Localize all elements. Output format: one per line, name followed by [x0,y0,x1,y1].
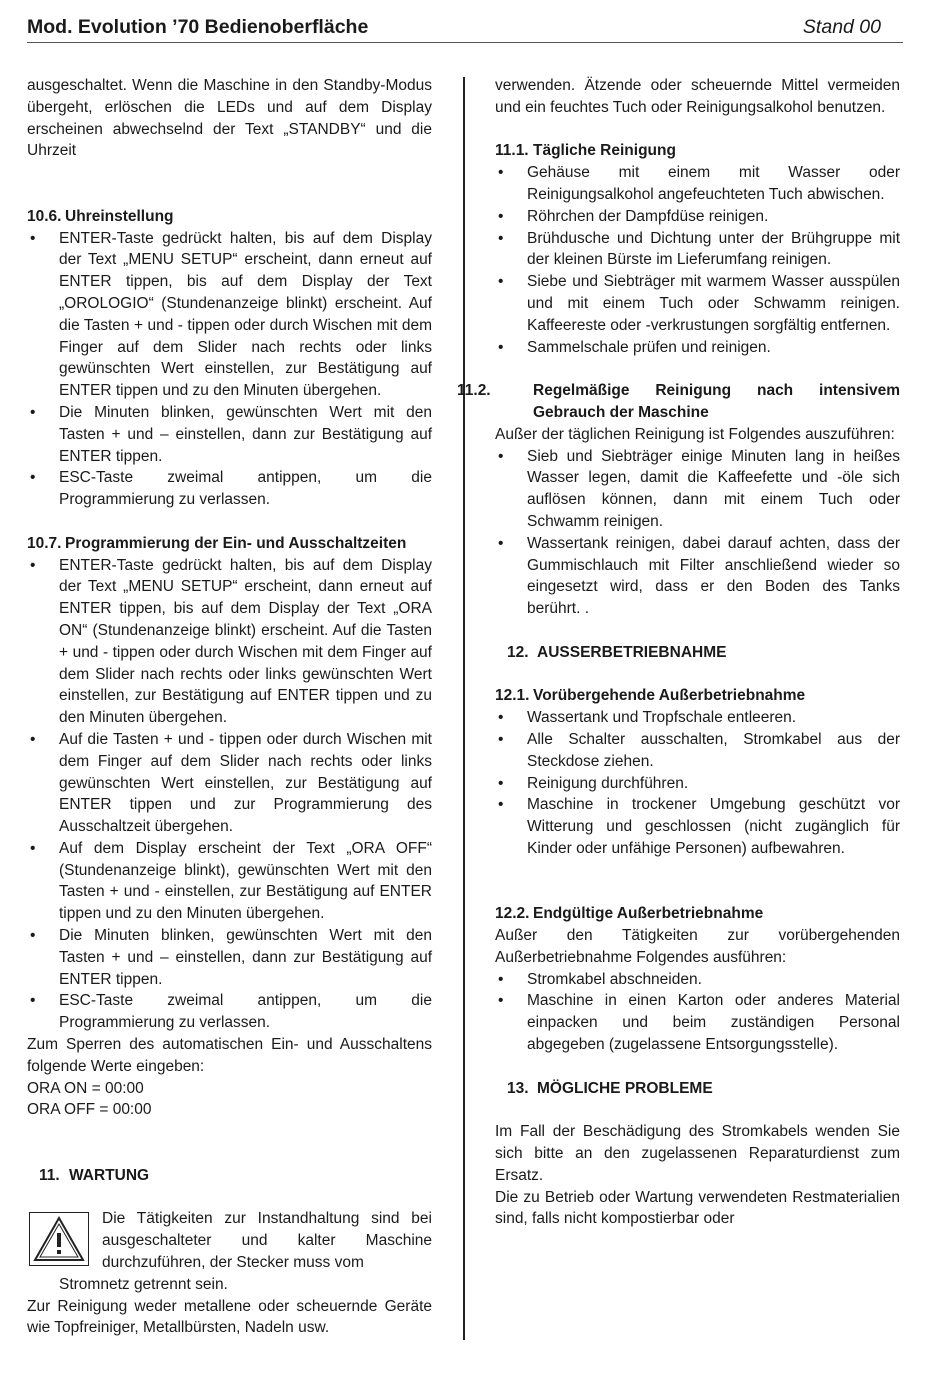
list-item: • Reinigung durchführen. [495,773,900,795]
bullet-icon: • [30,469,36,487]
bullet-icon: • [30,229,36,247]
paragraph-continuation: verwenden. Ätzende oder scheuernde Mittel vermeiden und ein feuchtes Tuch oder Reinigungsalkohol benutzen. [495,77,900,116]
bullet-icon: • [498,207,504,225]
section-heading-11: 11. WARTUNG [39,1166,150,1184]
bullet-icon: • [30,839,36,857]
paragraph-cleaning-note: Zur Reinigung weder metallene oder scheuernde Geräte wie Topfreiniger, Metallbürsten, Nadeln usw. [27,1297,432,1337]
section-heading-12-2: 12.2. Endgültige Außerbetriebnahme [495,905,764,923]
paragraph-lock-times: Zum Sperren des automatischen Ein- und Ausschaltens folgende Werte eingeben: [27,1036,432,1075]
section-heading-10-6: 10.6. Uhreinstellung [27,207,174,225]
paragraph-intro: ausgeschaltet. Wenn die Maschine in den Standby-Modus übergeht, erlöschen die LEDs und auf dem Display erscheinen abwechselnd der Text „STANDBY“ und die Uhrzeit [27,77,432,160]
bullet-icon: • [498,447,504,465]
list-item: • Sammelschale prüfen und reinigen. [495,337,900,359]
bullet-icon: • [30,927,36,945]
bullet-list-12-1 [495,707,900,860]
bullet-icon: • [498,229,504,247]
bullet-icon: • [498,970,504,988]
document-title: Mod. Evolution ’70 Bedienoberfläche [27,16,369,38]
list-item: • Siebe und Siebträger mit warmem Wasser ausspülen und mit einem Tuch oder Schwamm reinigen. Kaffeereste oder -verkrustungen sorgfältig entfernen. [498,273,900,334]
list-item: • Stromkabel abschneiden. [495,969,900,991]
page-header [27,14,903,43]
list-item: • Die Minuten blinken, gewünschten Wert mit den Tasten + und – einstellen, dann zur Bestätigung auf ENTER tippen. [30,927,432,988]
bullet-icon: • [30,556,36,574]
list-item: • Auf die Tasten + und - tippen oder durch Wischen mit dem Finger auf dem Slider nach rechts oder links gewünschten Wert einstellen, zur Bestätigung auf ENTER tippen und zur Programmierung des Ausschaltzeit übergehen. [30,730,432,836]
list-item: • Auf dem Display erscheint der Text „ORA OFF“ (Stundenanzeige blinkt), gewünschten Wert mit den Tasten + und - einstellen, zur Bestätigung auf ENTER tippen und zu den Minuten übergehen. [30,839,432,923]
bullet-list-12-2 [495,969,900,1056]
bullet-icon: • [498,992,504,1010]
bullet-icon: • [498,796,504,814]
bullet-icon: • [498,774,504,792]
paragraph-materials: Die zu Betrieb oder Wartung verwendeten Restmaterialien sind, falls nicht kompostierbar oder [495,1188,900,1228]
bullet-list-11-1 [495,162,900,358]
bullet-icon: • [498,273,504,291]
value-ora-on: ORA ON = 00:00 [27,1079,144,1097]
list-item: • Sieb und Siebträger einige Minuten lang in heißes Wasser legen, damit die Kaffeefette und -öle sich auflösen können, dann mit einem Tuch oder Schwamm reinigen. [498,447,900,530]
revision-label: Stand 00 [802,16,881,38]
bullet-icon: • [498,730,504,748]
column-divider [463,77,465,1340]
list-item: • Alle Schalter ausschalten, Stromkabel aus der Steckdose ziehen. [498,730,900,770]
bullet-icon: • [30,403,36,421]
paragraph-cable-damage: Im Fall der Beschädigung des Stromkabels wenden Sie sich bitte an den zugelassenen Reparaturdienst zum Ersatz. [495,1123,900,1184]
paragraph-12-2-intro: Außer den Tätigkeiten zur vorübergehenden Außerbetriebnahme Folgendes ausführen: [495,927,900,966]
bullet-icon: • [498,709,504,727]
list-item: • Gehäuse mit einem mit Wasser oder Reinigungsalkohol angefeuchteten Tuch abwischen. [498,164,900,203]
bullet-list-10-7 [27,555,432,1035]
warning-text: Die Tätigkeiten zur Instandhaltung sind bei ausgeschalteter und kalter Maschine durchzuführen, der Stecker muss vom [102,1210,432,1272]
bullet-icon: • [498,164,504,182]
section-heading-13: 13. MÖGLICHE PROBLEME [507,1079,713,1097]
bullet-icon: • [30,992,36,1010]
section-heading-12-1: 12.1. Vorübergehende Außerbetriebnahme [495,687,806,705]
bullet-icon: • [30,730,36,748]
list-item: • Die Minuten blinken, gewünschten Wert mit den Tasten + und – einstellen, dann zur Bestätigung auf ENTER tippen. [30,403,432,465]
list-item: • Brühdusche und Dichtung unter der Brühgruppe mit der kleinen Bürste im Lieferumfang reinigen. [498,229,900,269]
value-ora-off: ORA OFF = 00:00 [27,1101,152,1119]
section-heading-10-7: 10.7. Programmierung der Ein- und Ausschaltzeiten [27,534,407,552]
left-column [27,75,432,1339]
paragraph-11-2-intro: Außer der täglichen Reinigung ist Folgendes auszuführen: [495,425,895,443]
right-column [457,75,900,1230]
list-item: • Wassertank reinigen, dabei darauf achten, dass der Gummischlauch mit Filter anschließend wieder so eingesetzt wird, dass er den Boden des Tanks berührt. . [498,534,900,618]
list-item: • ENTER-Taste gedrückt halten, bis auf dem Display der Text „MENU SETUP“ erscheint, dann erneut auf ENTER tippen, bis auf dem Display der Text „OROLOGIO“ (Stundenanzeige blinkt) erscheint. Auf die Tasten + und - tippen oder durch Wischen mit dem Finger auf dem Slider nach rechts oder links gewünschten Wert einstellen, zur Bestätigung auf ENTER tippen und zu den Minuten übergehen. [30,229,432,400]
list-item: • ENTER-Taste gedrückt halten, bis auf dem Display der Text „MENU SETUP“ erscheint, dann erneut auf ENTER tippen, bis auf dem Display der Text „ORA ON“ (Stundenanzeige blinkt) erscheint. Auf die Tasten + und - tippen oder durch Wischen mit dem Finger auf dem Slider nach rechts oder links gewünschten Wert einstellen, zur Bestätigung auf ENTER tippen und zu den Minuten übergehen. [30,556,432,727]
list-item: • ESC-Taste zweimal antippen, um die Programmierung zu verlassen. [30,992,432,1032]
list-item: • ESC-Taste zweimal antippen, um die Programmierung zu verlassen. [30,469,432,509]
list-item: • Röhrchen der Dampfdüse reinigen. [495,206,900,228]
list-item: • Maschine in einen Karton oder anderes Material einpacken und beim zuständigen Personal abgegeben (zugelassene Entsorgungsstelle). [498,992,900,1054]
warning-block [27,1208,432,1295]
bullet-list-10-6 [27,228,432,511]
list-item: • Maschine in trockener Umgebung geschützt vor Witterung und geschlossen (nicht zugänglich für Kinder oder unfähige Personen) aufbewahren. [498,796,900,857]
section-heading-11-1: 11.1. Tägliche Reinigung [495,142,676,160]
bullet-list-11-2 [495,446,900,620]
bullet-icon: • [498,534,504,552]
list-item: • Wassertank und Tropfschale entleeren. [495,707,900,729]
warning-icon [29,1212,89,1266]
section-heading-12: 12. AUSSERBETRIEBNAHME [507,643,727,661]
section-heading-11-2: 11.2. Regelmäßige Reinigung nach intensivem Gebrauch der Maschine [457,382,900,421]
bullet-icon: • [498,338,504,356]
warning-text-tail: Stromnetz getrennt sein. [59,1275,228,1293]
